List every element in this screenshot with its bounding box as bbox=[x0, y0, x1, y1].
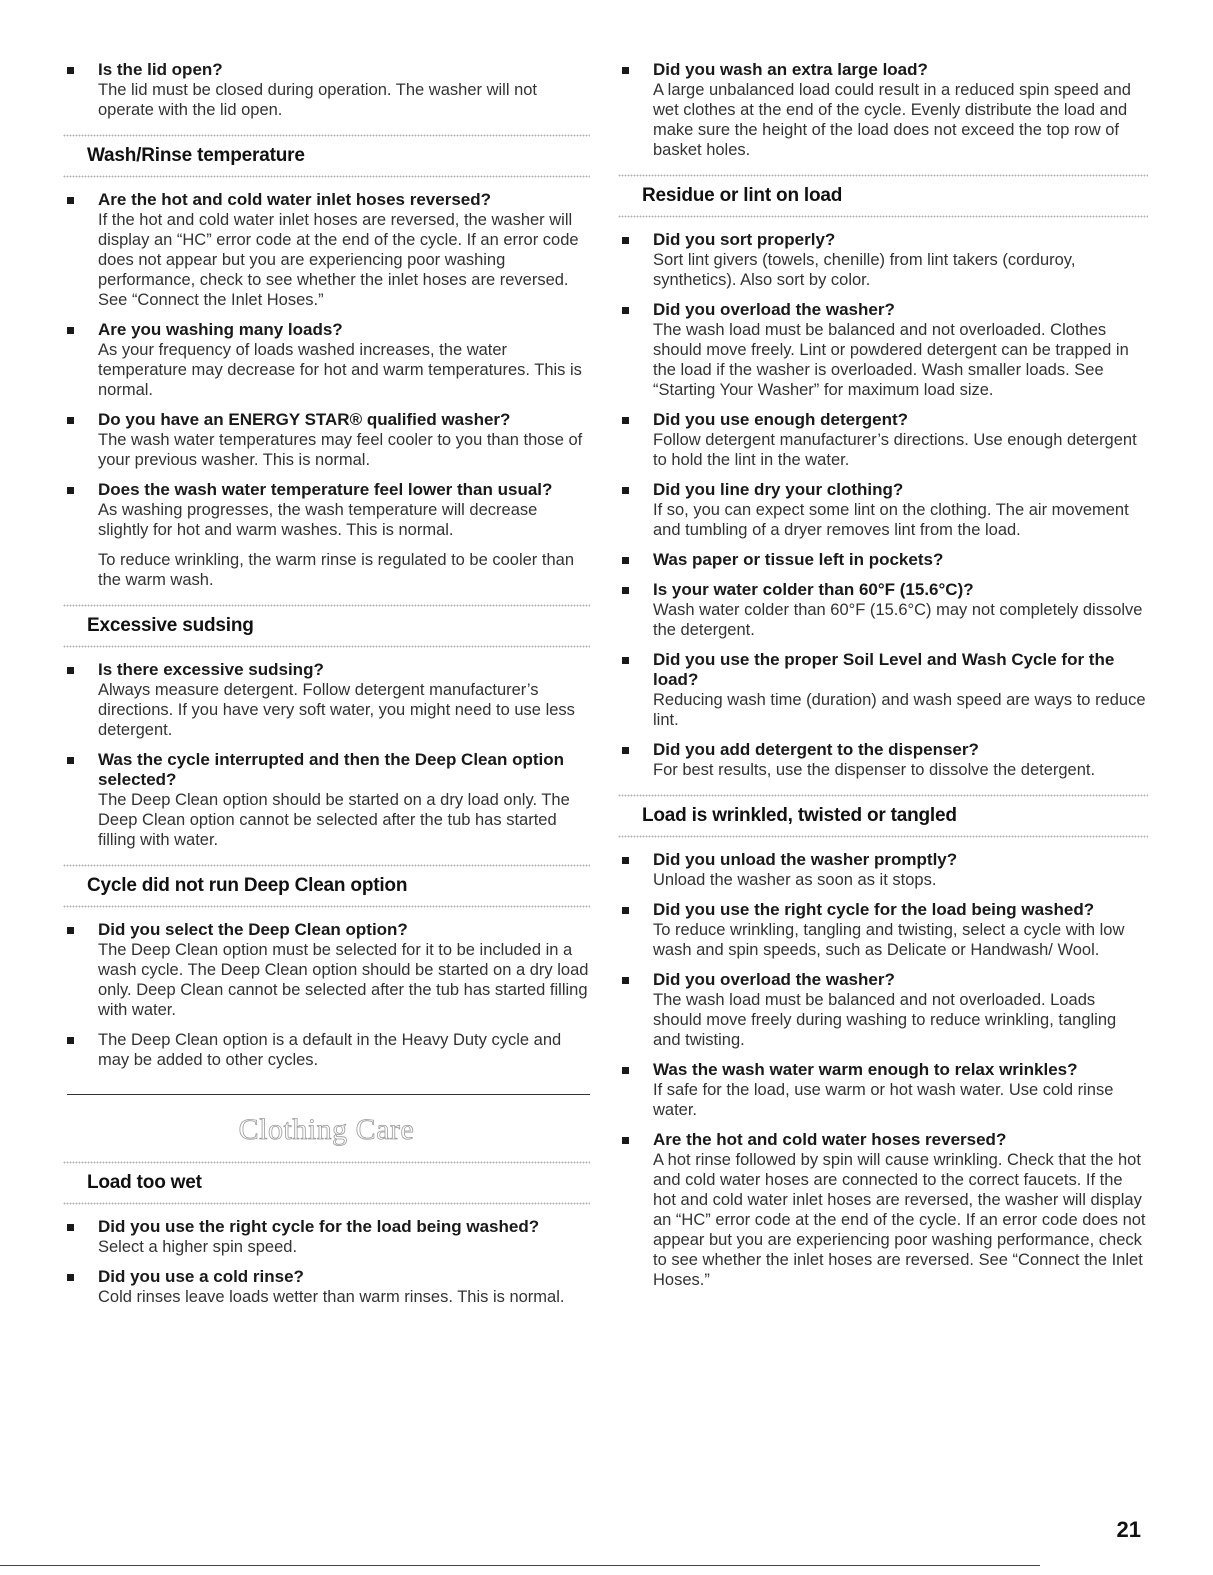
dotted-divider bbox=[63, 134, 590, 137]
answer: To reduce wrinkling, tangling and twisting, select a cycle with low wash and spin speeds, such as Delicate or Handwash/ Wool. bbox=[653, 921, 1125, 959]
answer: Unload the washer as soon as it stops. bbox=[653, 871, 937, 889]
list-item bbox=[618, 480, 1148, 540]
question: Was the wash water warm enough to relax wrinkles? bbox=[653, 1060, 1078, 1079]
answer: If so, you can expect some lint on the clothing. The air movement and tumbling of a dryer removes lint from the load. bbox=[653, 501, 1129, 539]
dotted-divider bbox=[618, 174, 1148, 177]
question: Do you have an ENERGY STAR® qualified washer? bbox=[98, 410, 511, 429]
section-title: Load is wrinkled, twisted or tangled bbox=[642, 805, 957, 826]
list-item bbox=[618, 900, 1148, 960]
answer: A large unbalanced load could result in a reduced spin speed and wet clothes at the end of the cycle. Evenly distribute the load and make sure the height of the load does not exceed the top row of basket holes. bbox=[653, 81, 1131, 159]
list-item bbox=[618, 410, 1148, 470]
chapter-title: Clothing Care bbox=[238, 1113, 415, 1146]
list-item bbox=[63, 660, 590, 740]
answer: The wash load must be balanced and not overloaded. Clothes should move freely. Lint or powdered detergent can be trapped in the load if the washer is overloaded. Wash smaller loads. See “Starting Your Washer” for maximum load size. bbox=[653, 321, 1129, 399]
question: Did you overload the washer? bbox=[653, 300, 895, 319]
bullet-icon bbox=[622, 307, 629, 314]
dotted-divider bbox=[618, 215, 1148, 218]
section-heading bbox=[618, 794, 1148, 838]
list-item bbox=[63, 410, 590, 470]
question: Did you line dry your clothing? bbox=[653, 480, 904, 499]
answer: Wash water colder than 60°F (15.6°C) may not completely dissolve the detergent. bbox=[653, 601, 1143, 639]
question: Did you wash an extra large load? bbox=[653, 60, 928, 79]
dotted-divider bbox=[63, 1202, 590, 1205]
bullet-icon bbox=[622, 417, 629, 424]
answer: If the hot and cold water inlet hoses are reversed, the washer will display an “HC” error code at the end of the cycle. If an error code does not appear but you are experiencing poor washing performance, check to see whether the inlet hoses are reversed. See “Connect the Inlet Hoses.” bbox=[98, 211, 579, 309]
answer: Follow detergent manufacturer’s directions. Use enough detergent to hold the lint in the water. bbox=[653, 431, 1137, 469]
list-item bbox=[618, 60, 1148, 160]
section-heading bbox=[63, 1161, 590, 1205]
dotted-divider bbox=[63, 645, 590, 648]
bullet-icon bbox=[622, 587, 629, 594]
answer-note: To reduce wrinkling, the warm rinse is regulated to be cooler than the warm wash. bbox=[98, 551, 574, 589]
list-item bbox=[618, 970, 1148, 1050]
question: Did you overload the washer? bbox=[653, 970, 895, 989]
list-item bbox=[618, 740, 1148, 780]
bullet-icon bbox=[622, 657, 629, 664]
section-heading bbox=[618, 174, 1148, 218]
section-title: Load too wet bbox=[87, 1172, 202, 1193]
question: Are the hot and cold water hoses reversed? bbox=[653, 1130, 1007, 1149]
bullet-icon bbox=[622, 747, 629, 754]
answer: The Deep Clean option should be started on a dry load only. The Deep Clean option cannot be selected after the tub has started filling with water. bbox=[98, 791, 570, 849]
bullet-icon bbox=[622, 1067, 629, 1074]
footer-rule bbox=[0, 1565, 1040, 1566]
question: Did you use a cold rinse? bbox=[98, 1267, 304, 1286]
section-title: Residue or lint on load bbox=[642, 185, 843, 206]
bullet-icon bbox=[622, 237, 629, 244]
answer: The wash water temperatures may feel cooler to you than those of your previous washer. This is normal. bbox=[98, 431, 583, 469]
answer: If safe for the load, use warm or hot wash water. Use cold rinse water. bbox=[653, 1081, 1114, 1119]
answer: Always measure detergent. Follow detergent manufacturer’s directions. If you have very soft water, you might need to use less detergent. bbox=[98, 681, 575, 739]
section-title: Excessive sudsing bbox=[87, 615, 254, 636]
question: Did you use the right cycle for the load being washed? bbox=[653, 900, 1095, 919]
bullet-icon bbox=[622, 557, 629, 564]
note-text: The Deep Clean option is a default in the Heavy Duty cycle and may be added to other cycles. bbox=[98, 1031, 562, 1069]
bullet-icon bbox=[67, 417, 74, 424]
question: Was the cycle interrupted and then the Deep Clean option selected? bbox=[98, 750, 564, 789]
question: Did you use enough detergent? bbox=[653, 410, 909, 429]
dotted-divider bbox=[63, 175, 590, 178]
list-item bbox=[618, 230, 1148, 290]
answer: The lid must be closed during operation. The washer will not operate with the lid open. bbox=[98, 81, 538, 119]
answer: The Deep Clean option must be selected for it to be included in a wash cycle. The Deep Clean option should be started on a dry load only. Deep Clean cannot be selected after the tub has started filling with water. bbox=[98, 941, 589, 1019]
list-item bbox=[63, 190, 590, 310]
bullet-icon bbox=[67, 197, 74, 204]
question: Did you add detergent to the dispenser? bbox=[653, 740, 979, 759]
list-item bbox=[618, 650, 1148, 730]
answer: Cold rinses leave loads wetter than warm rinses. This is normal. bbox=[98, 1288, 565, 1306]
question: Did you sort properly? bbox=[653, 230, 836, 249]
bullet-icon bbox=[67, 1037, 74, 1044]
bullet-icon bbox=[622, 67, 629, 74]
question: Is there excessive sudsing? bbox=[98, 660, 324, 679]
list-item bbox=[63, 750, 590, 850]
bullet-icon bbox=[622, 977, 629, 984]
question: Did you unload the washer promptly? bbox=[653, 850, 958, 869]
question: Does the wash water temperature feel lower than usual? bbox=[98, 480, 553, 499]
list-item bbox=[63, 920, 590, 1020]
list-item bbox=[63, 480, 590, 590]
list-item bbox=[63, 320, 590, 400]
bullet-icon bbox=[67, 927, 74, 934]
answer: A hot rinse followed by spin will cause wrinkling. Check that the hot and cold water hoses are connected to the correct faucets. If the hot and cold water inlet hoses are reversed, the washer will display an “HC” error code at the end of the cycle. If an error code does not appear but you are experiencing poor washing performance, check to see whether the inlet hoses are reversed. See “Connect the Inlet Hoses.” bbox=[653, 1151, 1146, 1289]
bullet-icon bbox=[67, 327, 74, 334]
bullet-icon bbox=[622, 857, 629, 864]
question: Is your water colder than 60°F (15.6°C)? bbox=[653, 580, 974, 599]
question: Are the hot and cold water inlet hoses reversed? bbox=[98, 190, 491, 209]
question: Did you use the proper Soil Level and Wash Cycle for the load? bbox=[653, 650, 1115, 689]
bullet-icon bbox=[67, 1274, 74, 1281]
section-heading bbox=[63, 134, 590, 178]
dotted-divider bbox=[618, 835, 1148, 838]
bullet-icon bbox=[67, 667, 74, 674]
list-item bbox=[618, 550, 1148, 570]
dotted-divider bbox=[618, 794, 1148, 797]
list-item bbox=[63, 60, 590, 120]
right-column bbox=[618, 60, 1148, 1300]
list-item bbox=[618, 1130, 1148, 1290]
section-title: Cycle did not run Deep Clean option bbox=[87, 875, 408, 896]
dotted-divider bbox=[63, 905, 590, 908]
answer: The wash load must be balanced and not overloaded. Loads should move freely during washing to reduce wrinkling, tangling and twisting. bbox=[653, 991, 1117, 1049]
dotted-divider bbox=[63, 864, 590, 867]
bullet-icon bbox=[622, 907, 629, 914]
bullet-icon bbox=[67, 67, 74, 74]
bullet-icon bbox=[622, 487, 629, 494]
question: Did you use the right cycle for the load being washed? bbox=[98, 1217, 540, 1236]
bullet-icon bbox=[622, 1137, 629, 1144]
page-number: 21 bbox=[1116, 1517, 1141, 1542]
answer: Select a higher spin speed. bbox=[98, 1238, 298, 1256]
question: Is the lid open? bbox=[98, 60, 223, 79]
dotted-divider bbox=[63, 604, 590, 607]
question: Are you washing many loads? bbox=[98, 320, 343, 339]
question: Did you select the Deep Clean option? bbox=[98, 920, 408, 939]
answer: As your frequency of loads washed increases, the water temperature may decrease for hot and warm temperatures. This is normal. bbox=[98, 341, 582, 399]
chapter-divider bbox=[67, 1094, 590, 1095]
left-column bbox=[63, 60, 590, 1317]
bullet-icon bbox=[67, 757, 74, 764]
section-heading bbox=[63, 864, 590, 908]
list-item bbox=[618, 1060, 1148, 1120]
list-item bbox=[618, 850, 1148, 890]
bullet-icon bbox=[67, 1224, 74, 1231]
list-item bbox=[618, 580, 1148, 640]
dotted-divider bbox=[63, 1161, 590, 1164]
answer: As washing progresses, the wash temperature will decrease slightly for hot and warm washes. This is normal. bbox=[98, 501, 538, 539]
answer: For best results, use the dispenser to dissolve the detergent. bbox=[653, 761, 1096, 779]
list-item bbox=[618, 300, 1148, 400]
answer: Sort lint givers (towels, chenille) from lint takers (corduroy, synthetics). Also sort by color. bbox=[653, 251, 1076, 289]
section-title: Wash/Rinse temperature bbox=[87, 145, 305, 166]
list-item bbox=[63, 1267, 590, 1307]
answer: Reducing wash time (duration) and wash speed are ways to reduce lint. bbox=[653, 691, 1146, 729]
section-heading bbox=[63, 604, 590, 648]
question: Was paper or tissue left in pockets? bbox=[653, 550, 944, 569]
bullet-icon bbox=[67, 487, 74, 494]
list-item bbox=[63, 1030, 590, 1070]
list-item bbox=[63, 1217, 590, 1257]
